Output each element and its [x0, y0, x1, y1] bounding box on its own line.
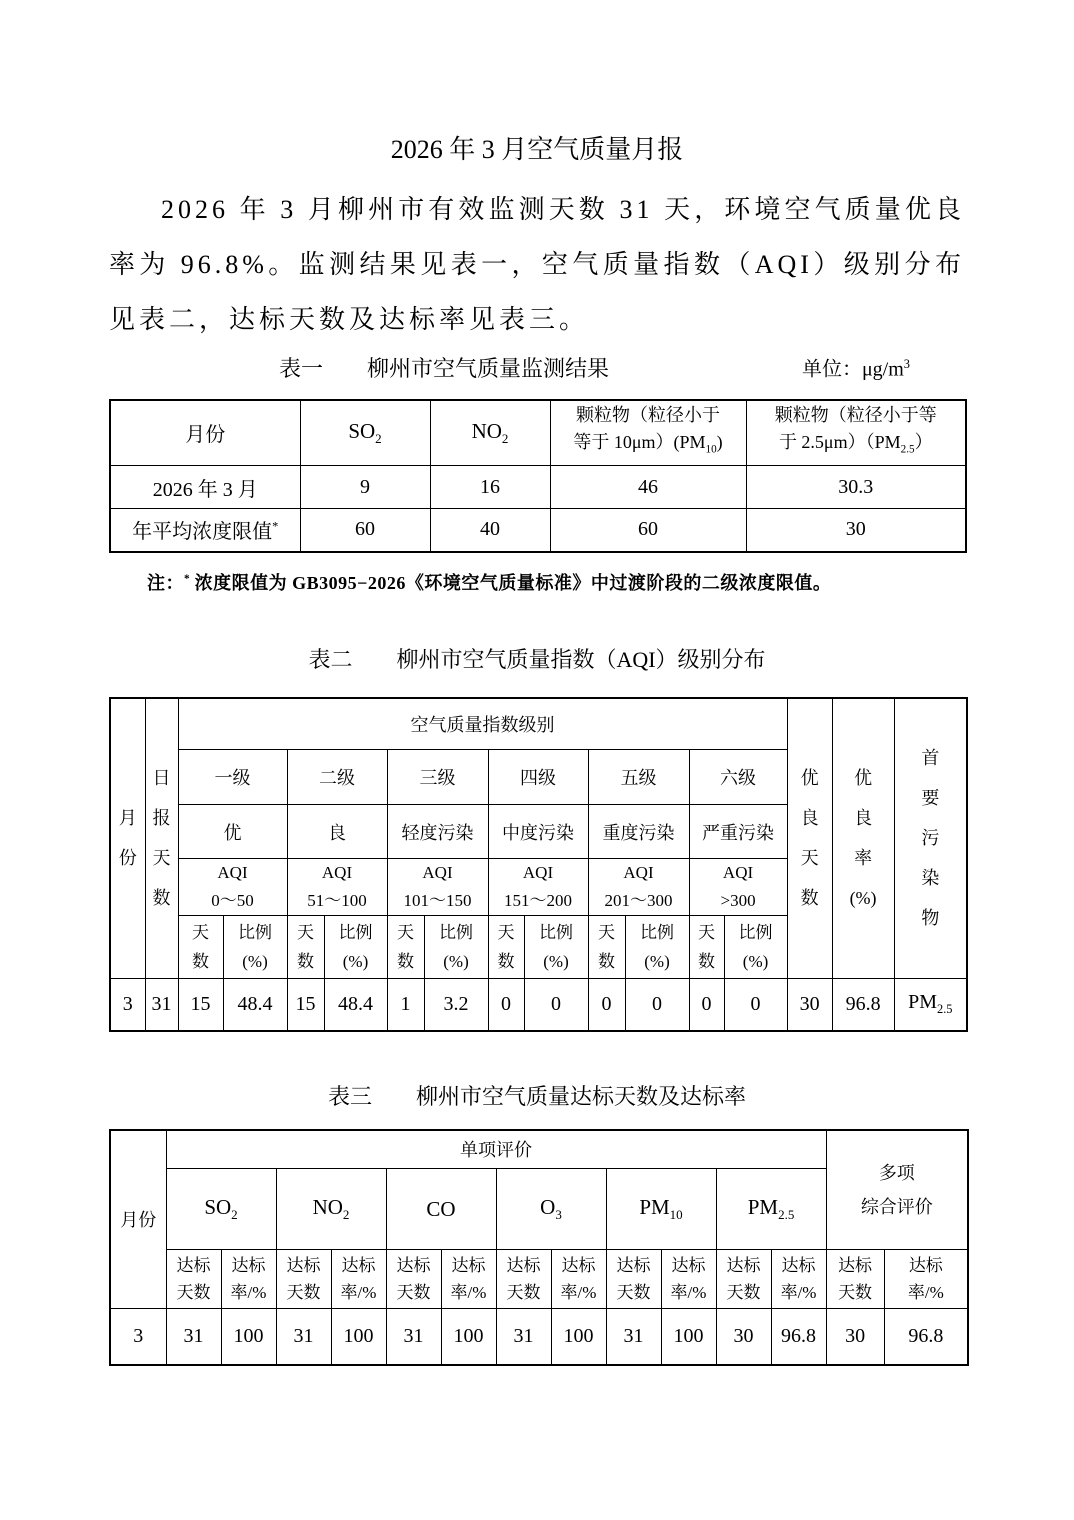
table2-ratio-label: 比例 (%) — [724, 916, 787, 979]
table2-cell-good-rate: 96.8 — [832, 979, 894, 1031]
table3-data-row — [110, 1309, 968, 1365]
table3-cell-days: 31 — [606, 1309, 661, 1365]
table2-ratio-label: 比例 (%) — [424, 916, 488, 979]
table2-cell-ratio: 0 — [524, 979, 588, 1031]
table2-header-daily-days: 日 报 天 数 — [145, 698, 178, 979]
table1-header-row — [110, 400, 966, 466]
table2-aqi-range: AQI 101～150 — [387, 859, 488, 916]
table3-cell-days: 30 — [716, 1309, 771, 1365]
table2-aqi-range: AQI 0～50 — [178, 859, 287, 916]
table3-header-single-group: 单项评价 — [166, 1130, 826, 1169]
table2-cell-days: 0 — [588, 979, 625, 1031]
table2-header-primary-pollutant: 首 要 污 染 物 — [894, 698, 967, 979]
table3-cell-rate: 100 — [331, 1309, 386, 1365]
table3-cell-rate: 100 — [441, 1309, 496, 1365]
table2-grade: 五级 — [588, 750, 689, 805]
table3-cell-days: 31 — [386, 1309, 441, 1365]
table2-aqi-range: AQI 51～100 — [287, 859, 387, 916]
table2-ratio-label: 比例 (%) — [324, 916, 387, 979]
table2-cell-daily-days: 31 — [145, 979, 178, 1031]
table3-caption-title: 柳州市空气质量达标天数及达标率 — [416, 1083, 747, 1109]
table3-header-so2: $SO_2$ — [166, 1169, 276, 1250]
table2-days-label: 天 数 — [689, 916, 724, 979]
table3-header-row-days-rate — [110, 1250, 968, 1309]
table2-cell-days: 0 — [689, 979, 724, 1031]
table2-desc: 轻度污染 — [387, 805, 488, 859]
table3-cell-days: 31 — [166, 1309, 221, 1365]
table2-days-label: 天 数 — [178, 916, 223, 979]
table3-days-label: 达标 天数 — [826, 1250, 884, 1309]
table1-caption — [279, 354, 609, 384]
table1-header-no2: $NO_2$ — [430, 400, 550, 466]
table2-caption-title: 柳州市空气质量指数（AQI）级别分布 — [396, 646, 766, 672]
table3-header-co: CO — [386, 1169, 496, 1250]
table2-days-label: 天 数 — [488, 916, 524, 979]
table3-header-pm25: $PM_{2.5}$ — [716, 1169, 826, 1250]
table3-days-label: 达标 天数 — [276, 1250, 331, 1309]
table2-desc: 严重污染 — [689, 805, 787, 859]
table1-cell-so2: 9 — [300, 466, 430, 509]
table3-cell-rate: 96.8 — [771, 1309, 826, 1365]
table2-aqi-range: AQI 201～300 — [588, 859, 689, 916]
table3-cell-days: 31 — [496, 1309, 551, 1365]
table1-monitoring-results — [109, 399, 967, 553]
table1-caption-row — [109, 349, 965, 385]
table1-caption-label: 表一 — [279, 355, 324, 381]
table3-rate-label: 达标 率/% — [221, 1250, 276, 1309]
table2-cell-days: 15 — [178, 979, 223, 1031]
table1-cell-no2: 16 — [430, 466, 550, 509]
table3-rate-label: 达标 率/% — [551, 1250, 606, 1309]
table2-days-label: 天 数 — [387, 916, 424, 979]
table1-cell-pm10: 60 — [550, 509, 746, 552]
table2-cell-ratio: 48.4 — [223, 979, 287, 1031]
table3-rate-label: 达标 率/% — [331, 1250, 386, 1309]
table2-cell-ratio: 0 — [625, 979, 689, 1031]
table2-grade: 二级 — [287, 750, 387, 805]
table2-cell-good-days: 30 — [787, 979, 832, 1031]
table3-header-row-1 — [110, 1130, 968, 1169]
table3-header-multi-group: 多项 综合评价 — [826, 1130, 968, 1250]
table2-caption-label: 表二 — [308, 646, 353, 672]
table1-header-so2: $SO_2$ — [300, 400, 430, 466]
table2-grade: 六级 — [689, 750, 787, 805]
table2-cell-days: 1 — [387, 979, 424, 1031]
table1-cell-pm25: 30.3 — [746, 466, 966, 509]
table2-grade: 四级 — [488, 750, 588, 805]
table2-data-row — [110, 979, 967, 1031]
table1-cell-pm10: 46 — [550, 466, 746, 509]
table1-cell-so2: 60 — [300, 509, 430, 552]
table1-row-label: 2026 年 3 月 — [110, 466, 300, 509]
table2-cell-days: 15 — [287, 979, 324, 1031]
table2-days-label: 天 数 — [287, 916, 324, 979]
table1-unit-label: 单位：$\mu g/m^3$ — [801, 357, 910, 381]
table3-rate-label: 达标 率/% — [441, 1250, 496, 1309]
table2-aqi-range: AQI >300 — [689, 859, 787, 916]
report-page — [109, 0, 965, 1366]
table1-header-month: 月份 — [110, 400, 300, 466]
table1-header-pm25: 颗粒物（粒径小于等 于 $2.5\mu m)(PM_{2.5})$ — [746, 400, 966, 466]
table3-caption-label: 表三 — [327, 1083, 372, 1109]
table2-desc: 良 — [287, 805, 387, 859]
table2-cell-ratio: 48.4 — [324, 979, 387, 1031]
table1-row-march — [110, 466, 966, 509]
table1-caption-title: 柳州市空气质量监测结果 — [367, 355, 610, 381]
table2-aqi-level-distribution — [109, 697, 968, 1032]
table2-header-good-days: 优 良 天 数 — [787, 698, 832, 979]
table3-days-label: 达标 天数 — [716, 1250, 771, 1309]
table3-rate-label: 达标 率/% — [661, 1250, 716, 1309]
table2-days-label: 天 数 — [588, 916, 625, 979]
table2-cell-ratio: 3.2 — [424, 979, 488, 1031]
table3-attainment-days-rates — [109, 1129, 969, 1366]
table2-ratio-label: 比例 (%) — [625, 916, 689, 979]
table2-caption — [109, 645, 965, 675]
table1-cell-no2: 40 — [430, 509, 550, 552]
table2-desc: 中度污染 — [488, 805, 588, 859]
table2-desc: 重度污染 — [588, 805, 689, 859]
table3-cell-multi-rate: 96.8 — [884, 1309, 968, 1365]
table3-cell-multi-days: 30 — [826, 1309, 884, 1365]
table2-aqi-range: AQI 151～200 — [488, 859, 588, 916]
table2-cell-ratio: 0 — [724, 979, 787, 1031]
table1-row-label: 年平均浓度限值* — [110, 509, 300, 552]
table1-cell-pm25: 30 — [746, 509, 966, 552]
table3-cell-rate: 100 — [551, 1309, 606, 1365]
page-title: 2026 年 3 月空气质量月报 — [390, 135, 684, 164]
table2-header-row-1 — [110, 698, 967, 750]
table3-cell-rate: 100 — [661, 1309, 716, 1365]
table1-footnote: 注：* 浓度限值为 GB3095−2026《环境空气质量标准》中过渡阶段的二级浓度限值。 — [147, 572, 832, 593]
table1-row-limit — [110, 509, 966, 552]
table2-cell-days: 0 — [488, 979, 524, 1031]
table3-caption — [109, 1082, 965, 1112]
table3-header-month: 月份 — [110, 1130, 166, 1309]
table3-cell-days: 31 — [276, 1309, 331, 1365]
table2-grade: 一级 — [178, 750, 287, 805]
table1-header-pm10: 颗粒物（粒径小于 等于 $10\mu m)(PM_{10})$ — [550, 400, 746, 466]
table2-ratio-label: 比例 (%) — [223, 916, 287, 979]
table2-header-month: 月 份 — [110, 698, 145, 979]
table3-days-label: 达标 天数 — [386, 1250, 441, 1309]
table3-rate-label: 达标 率/% — [771, 1250, 826, 1309]
table3-header-o3: $O_3$ — [496, 1169, 606, 1250]
table3-cell-rate: 100 — [221, 1309, 276, 1365]
table2-header-good-rate: 优 良 率 (%) — [832, 698, 894, 979]
table2-cell-month: 3 — [110, 979, 145, 1031]
table3-cell-month: 3 — [110, 1309, 166, 1365]
table2-desc: 优 — [178, 805, 287, 859]
table2-cell-primary-pollutant: $PM_{2.5}$ — [894, 979, 967, 1031]
table3-header-no2: $NO_2$ — [276, 1169, 386, 1250]
table3-header-pm10: $PM_{10}$ — [606, 1169, 716, 1250]
table3-days-label: 达标 天数 — [496, 1250, 551, 1309]
table3-days-label: 达标 天数 — [166, 1250, 221, 1309]
intro-paragraph: 2026 年 3 月柳州市有效监测天数 31 天，环境空气质量优良率为 96.8%。监测结果见表一，空气质量指数（AQI）级别分布见表二，达标天数及达标率见表三。 — [109, 195, 965, 334]
table2-header-aqi-group: 空气质量指数级别 — [178, 698, 787, 750]
table3-days-label: 达标 天数 — [606, 1250, 661, 1309]
table2-grade: 三级 — [387, 750, 488, 805]
table3-rate-label: 达标 率/% — [884, 1250, 968, 1309]
table2-ratio-label: 比例 (%) — [524, 916, 588, 979]
